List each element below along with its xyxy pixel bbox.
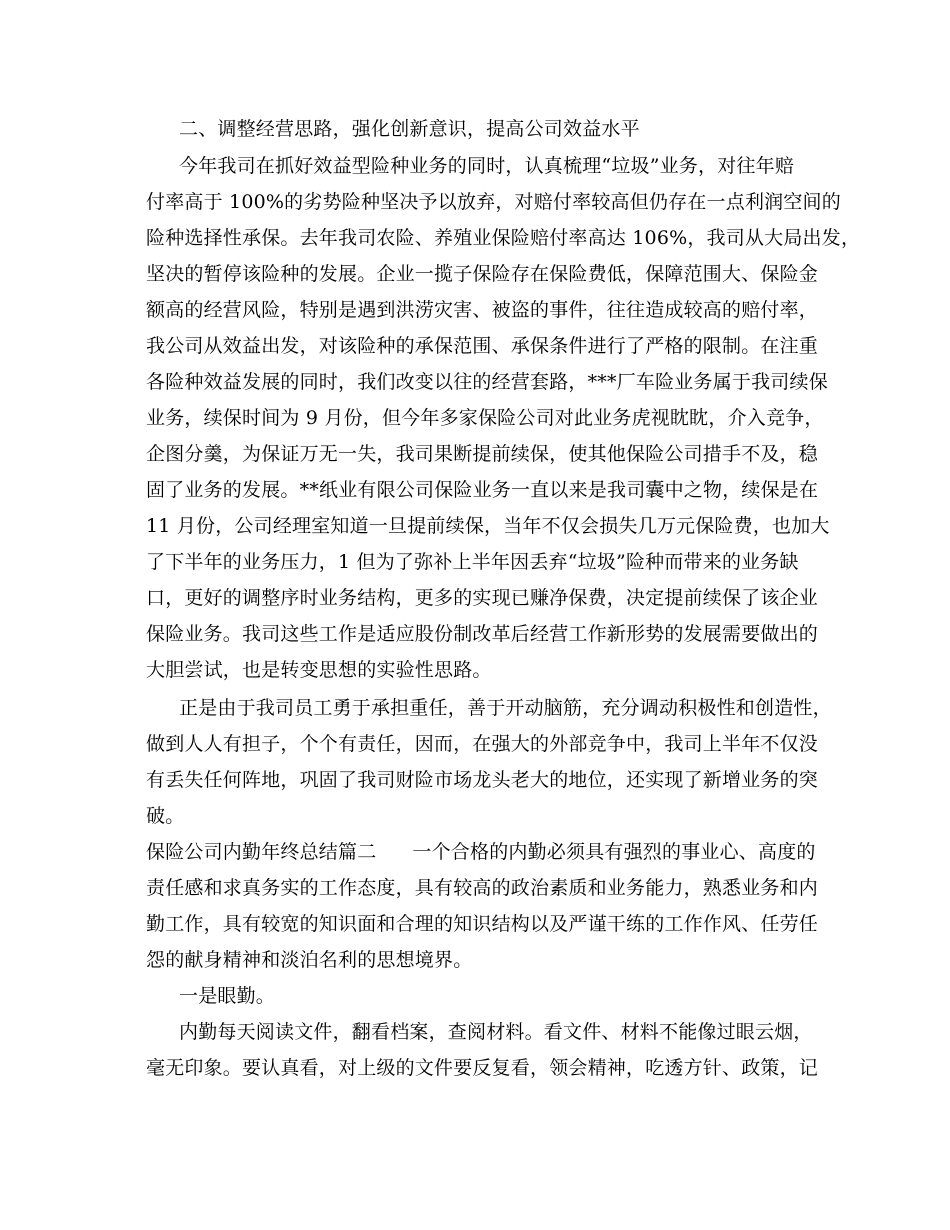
paragraph-line: 保险业务。我司这些工作是适应股份制改革后经营工作新形势的发展需要做出的 [146,623,819,645]
paragraph-line: 各险种效益发展的同时，我们改变以往的经营套路，***厂车险业务属于我司续保 [146,371,828,393]
paragraph-line: 业务，续保时间为 9 月份，但今年多家保险公司对此业务虎视眈眈，介入竞争， [146,407,824,429]
paragraph-line: 付率高于 100%的劣势险种坚决予以放弃，对赔付率较高但仍存在一点利润空间的 [146,191,841,213]
paragraph-line: 责任感和求真务实的工作态度，具有较高的政治素质和业务能力，熟悉业务和内 [146,877,819,899]
paragraph-line: 内勤每天阅读文件，翻看档案，查阅材料。看文件、材料不能像过眼云烟， [179,1021,813,1043]
paragraph-line: 破。 [146,805,185,827]
paragraph-line: 口，更好的调整序时业务结构，更多的实现已赚净保费，决定提前续保了该企业 [146,587,819,609]
section-title-line [146,840,816,864]
paragraph-line: 坚决的暂停该险种的发展。企业一揽子保险存在保险费低，保障范围大、保险金 [146,263,819,285]
paragraph-line: 额高的经营风险，特别是遇到洪涝灾害、被盗的事件，往往造成较高的赔付率， [146,299,819,321]
paragraph-line: 险种选择性承保。去年我司农险、养殖业保险赔付率高达 106%，我司从大局出发， [146,227,861,249]
paragraph-line: 毫无印象。要认真看，对上级的文件要反复看，领会精神，吃透方针、政策，记 [146,1057,819,1079]
paragraph-line: 今年我司在抓好效益型险种业务的同时，认真梳理“垃圾”业务，对往年赔 [179,155,795,177]
paragraph-line: 做到人人有担子，个个有责任，因而，在强大的外部竞争中，我司上半年不仅没 [146,733,819,755]
paragraph-line: 大胆尝试，也是转变思想的实验性思路。 [146,659,492,681]
paragraph-line: 了下半年的业务压力，1 但为了弥补上半年因丢弃“垃圾”险种而带来的业务缺 [146,551,799,573]
paragraph-line: 勤工作，具有较宽的知识面和合理的知识结构以及严谨干练的工作作风、任劳任 [146,913,819,935]
paragraph-line: 我公司从效益出发，对该险种的承保范围、承保条件进行了严格的限制。在注重 [146,335,819,357]
paragraph-line: 固了业务的发展。**纸业有限公司保险业务一直以来是我司囊中之物，续保是在 [146,479,819,501]
section-first-line: 一个合格的内勤必须具有强烈的事业心、高度的 [412,841,816,863]
section-title: 保险公司内勤年终总结篇二 [146,841,377,863]
subheading: 一是眼勤。 [179,985,276,1007]
paragraph-line: 11 月份，公司经理室知道一旦提前续保，当年不仅会损失几万元保险费，也加大 [146,515,830,537]
paragraph-line: 有丢失任何阵地，巩固了我司财险市场龙头老大的地位，还实现了新增业务的突 [146,769,819,791]
section-heading: 二、调整经营思路，强化创新意识，提高公司效益水平 [179,118,640,140]
paragraph-line: 企图分羹，为保证万无一失，我司果断提前续保，使其他保险公司措手不及，稳 [146,443,819,465]
paragraph-line: 怨的献身精神和淡泊名利的思想境界。 [146,949,473,971]
paragraph-line: 正是由于我司员工勇于承担重任，善于开动脑筋，充分调动积极性和创造性， [179,697,832,719]
